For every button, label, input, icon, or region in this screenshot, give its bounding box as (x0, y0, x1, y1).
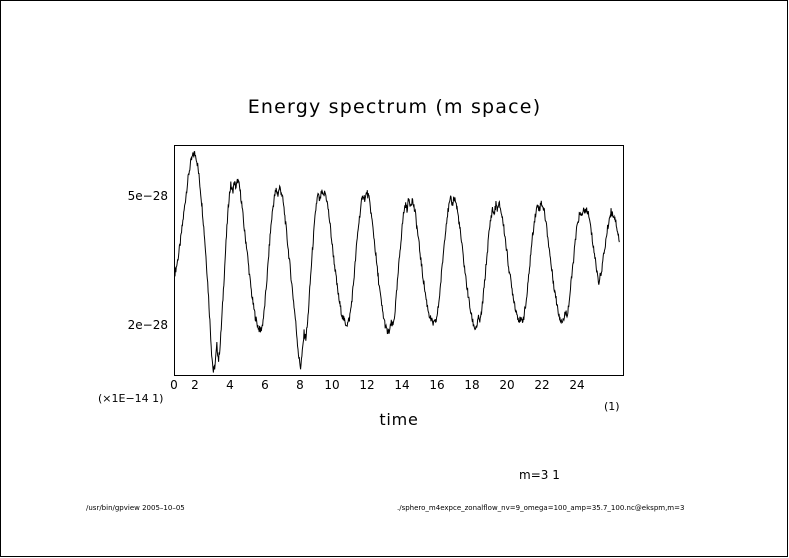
x-tick-label: 16 (429, 378, 445, 392)
x-tick-label: 12 (359, 378, 375, 392)
x-tick-label: 6 (261, 378, 269, 392)
page-title: Energy spectrum (m space) (247, 96, 542, 118)
x-tick-label: 4 (226, 378, 234, 392)
x-axis-exponent: (1) (604, 400, 620, 413)
data-series-m3 (175, 146, 624, 376)
x-tick-label: 2 (191, 378, 199, 392)
x-tick-label: 24 (569, 378, 585, 392)
footer-left: /usr/bin/gpview 2005–10–05 (86, 504, 185, 512)
x-axis-label: time (379, 410, 419, 429)
y-axis-exponent: (×1E−14 1) (98, 392, 164, 405)
x-tick-label: 14 (394, 378, 410, 392)
x-tick-label: 0 (170, 378, 178, 392)
y-tick-label: 2e−28 (127, 318, 168, 332)
x-tick-label: 8 (296, 378, 304, 392)
y-tick-label: 5e−28 (127, 189, 168, 203)
legend-entry: m=3 1 (519, 468, 560, 482)
plot-area (174, 145, 624, 376)
footer-right: ./sphero_m4expce_zonalflow_nv=9_omega=100_amp=35.7_100.nc@ekspm,m=3 (397, 504, 685, 512)
x-tick-label: 20 (499, 378, 515, 392)
x-tick-label: 22 (534, 378, 550, 392)
x-tick-label: 18 (464, 378, 480, 392)
x-tick-label: 10 (324, 378, 340, 392)
